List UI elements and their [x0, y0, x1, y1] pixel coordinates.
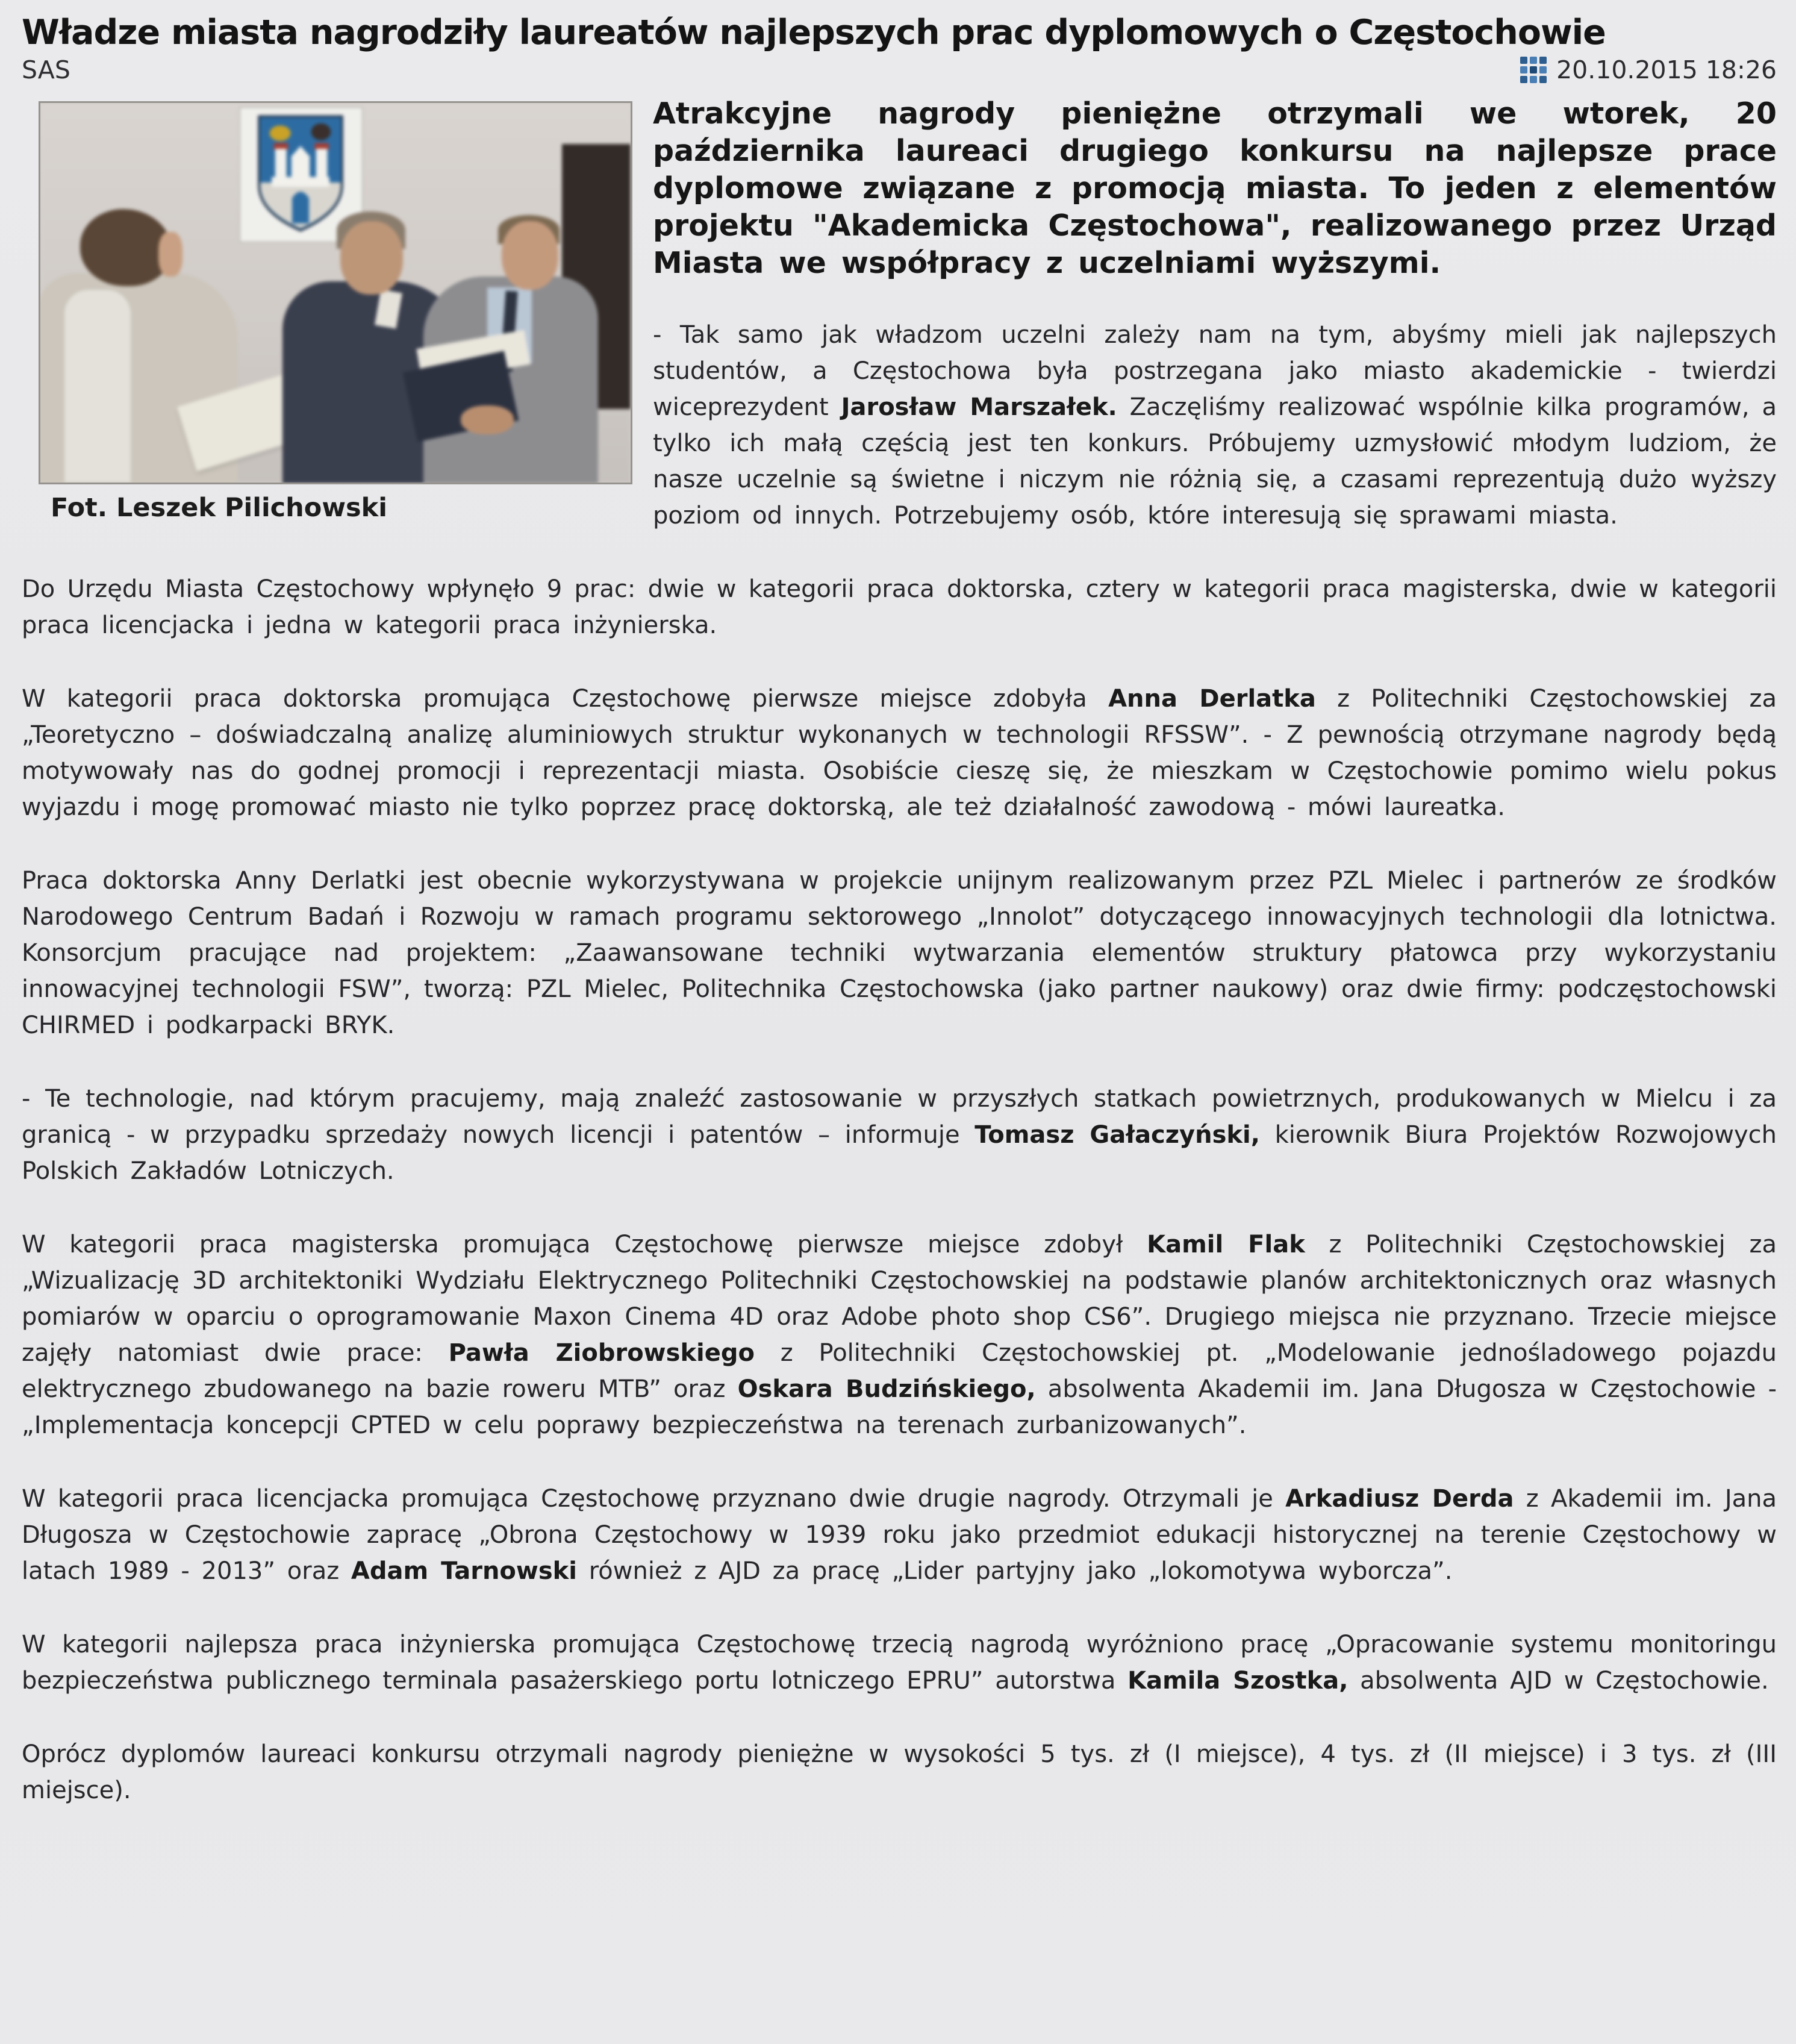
photo-scene	[40, 103, 631, 483]
lead-paragraph: Atrakcyjne nagrody pieniężne otrzymali we wtorek, 20 października laureaci drugiego konkursu na najlepsze prace dyplomowe związane z promocją miasta. To jeden z elementów projektu "Akademicka Częstochowa", realizowanego przez Urząd Miasta we współpracy z uczelniami wyższymi.	[653, 96, 1777, 280]
article-body	[22, 95, 1777, 1846]
person-name: Kamil Flak	[1147, 1230, 1305, 1258]
paragraph-text: W kategorii praca licencjacka promująca Częstochowę przyznano dwie drugie nagrody. Otrzymali je	[22, 1484, 1286, 1513]
paragraph-text: - Tak samo jak władzom uczelni zależy nam na tym, abyśmy mieli jak najlepszych studentów, a Częstochowa była postrzegana jako miasto akademickie - twierdzi wiceprezydent	[653, 320, 1777, 421]
paragraph	[22, 1481, 1777, 1589]
czestochowa-coat-of-arms-icon	[255, 110, 346, 238]
woman-blouse	[64, 290, 131, 483]
person-name: Anna Derlatka	[1108, 684, 1316, 713]
paragraph	[22, 863, 1777, 1043]
article-meta	[22, 55, 1777, 84]
paragraph-text: absolwenta AJD w Częstochowie.	[1348, 1666, 1769, 1695]
article-photo	[39, 101, 632, 484]
publish-date	[1520, 55, 1777, 84]
paragraph	[22, 1736, 1777, 1808]
calendar-icon	[1520, 57, 1547, 83]
paragraph-text: kierownik Biura Projektów Rozwojowych Polskich Zakładów Lotniczych.	[22, 1120, 1777, 1185]
paragraph-text: z Akademii im. Jana Długosza w Częstochowie zapracę „Obrona Częstochowy w 1939 roku jako przedmiot edukacji historycznej na terenie Częstochowy w latach 1989 - 2013” oraz	[22, 1484, 1777, 1585]
paragraph-text: W kategorii praca doktorska promująca Częstochowę pierwsze miejsce zdobyła	[22, 684, 1109, 713]
paragraph-text: Oprócz dyplomów laureaci konkursu otrzymali nagrody pieniężne w wysokości 5 tys. zł (I miejsce), 4 tys. zł (II miejsce) i 3 tys. zł (III miejsce).	[22, 1740, 1777, 1804]
paragraph-text: z Politechniki Częstochowskiej pt. „Modelowanie jednośladowego pojazdu elektrycznego zbudowanego na bazie roweru MTB” oraz	[22, 1339, 1777, 1403]
paragraph	[22, 681, 1777, 825]
paragraph-text: W kategorii najlepsza praca inżynierska promująca Częstochowę trzecią nagrodą wyróżniono pracę „Opracowanie systemu monitoringu bezpieczeństwa publicznego terminala pasażerskiego portu lotniczego EPRU” autorstwa	[22, 1630, 1777, 1695]
paragraph	[22, 571, 1777, 643]
vice-president-head	[340, 221, 403, 295]
paragraph-list	[22, 317, 1777, 1808]
person-name: Kamila Szostka,	[1127, 1666, 1349, 1695]
person-name: Arkadiusz Derda	[1285, 1484, 1514, 1513]
paragraph-text: W kategorii praca magisterska promująca Częstochowę pierwsze miejsce zdobył	[22, 1230, 1147, 1258]
handshake	[461, 405, 514, 434]
paragraph-text: - Te technologie, nad którym pracujemy, mają znaleźć zastosowanie w przyszłych statkach powietrznych, produkowanych w Mielcu i za granicą - w przypadku sprzedaży nowych licencji i patentów – informuje	[22, 1084, 1777, 1149]
paragraph	[22, 1081, 1777, 1189]
person-name: Oskara Budzińskiego,	[737, 1375, 1036, 1403]
paragraph-text: również z AJD za pracę „Lider partyjny jako „lokomotywa wyborcza”.	[577, 1557, 1453, 1585]
person-name: Tomasz Gałaczyński,	[974, 1120, 1260, 1149]
publish-date-text: 20.10.2015 18:26	[1556, 55, 1777, 84]
person-name: Pawła Ziobrowskiego	[448, 1339, 755, 1367]
paragraph-text: absolwenta Akademii im. Jana Długosza w Częstochowie - „Implementacja koncepcji CPTED w celu poprawy bezpieczeństwa na terenach zurbanizowanych”.	[22, 1375, 1777, 1439]
paragraph	[22, 1227, 1777, 1443]
paragraph-text: z Politechniki Częstochowskiej za „Wizualizację 3D architektoniki Wydziału Elektrycznego Politechniki Częstochowskiej na podstawie planów architektonicznych oraz własnych pomiarów w oparciu o oprogramowanie Maxon Cinema 4D oraz Adobe photo shop CS6”. Drugiego miejsca nie przyznano. Trzecie miejsce zajęły natomiast dwie prace:	[22, 1230, 1777, 1367]
paragraph-text: Zaczęliśmy realizować wspólnie kilka programów, a tylko ich małą częścią jest ten konkurs. Próbujemy uzmysłowić młodym ludziom, że nasze uczelnie są świetne i niczym nie różnią się, a czasami reprezentują dużo wyższy poziom od innych. Potrzebujemy osób, które interesują się sprawami miasta.	[653, 393, 1777, 530]
person-name: Adam Tarnowski	[351, 1557, 577, 1585]
laureate-head	[502, 221, 558, 290]
article-photo-block	[39, 101, 632, 523]
woman-face	[158, 232, 182, 277]
paragraph-text: z Politechniki Częstochowskiej za „Teoretyczno – doświadczalną analizę aluminiowych struktur wykonanych w technologii RFSSW”. - Z pewnością otrzymane nagrody będą motywowały nas do godnej promocji i reprezentacji miasta. Osobiście cieszę się, że mieszkam w Częstochowie pomimo wielu pokus wyjazdu i mogę promować miasto nie tylko poprzez pracę doktorską, ale też działalność zawodową - mówi laureatka.	[22, 684, 1777, 821]
article-title: Władze miasta nagrodziły laureatów najlepszych prac dyplomowych o Częstochowie	[22, 13, 1606, 52]
paragraph-text: Praca doktorska Anny Derlatki jest obecnie wykorzystywana w projekcie unijnym realizowanym przez PZL Mielec i partnerów ze środków Narodowego Centrum Badań i Rozwoju w ramach programu sektorowego „Innolot” dotyczącego innowacyjnych technologii dla lotnictwa. Konsorcjum pracujące nad projektem: „Zaawansowane techniki wytwarzania elementów struktury płatowca przy wykorzystaniu innowacyjnej technologii FSW”, tworzą: PZL Mielec, Politechnika Częstochowska (jako partner naukowy) oraz dwie firmy: podczęstochowski CHIRMED i podkarpacki BRYK.	[22, 866, 1777, 1039]
paragraph	[22, 1627, 1777, 1699]
person-name: Jarosław Marszałek.	[841, 393, 1117, 421]
photo-caption: Fot. Leszek Pilichowski	[51, 492, 387, 523]
author-byline: SAS	[22, 55, 70, 84]
paragraph-text: Do Urzędu Miasta Częstochowy wpłynęło 9 prac: dwie w kategorii praca doktorska, cztery w kategorii praca magisterska, dwie w kategorii praca licencjacka i jedna w kategorii praca inżynierska.	[22, 575, 1777, 639]
